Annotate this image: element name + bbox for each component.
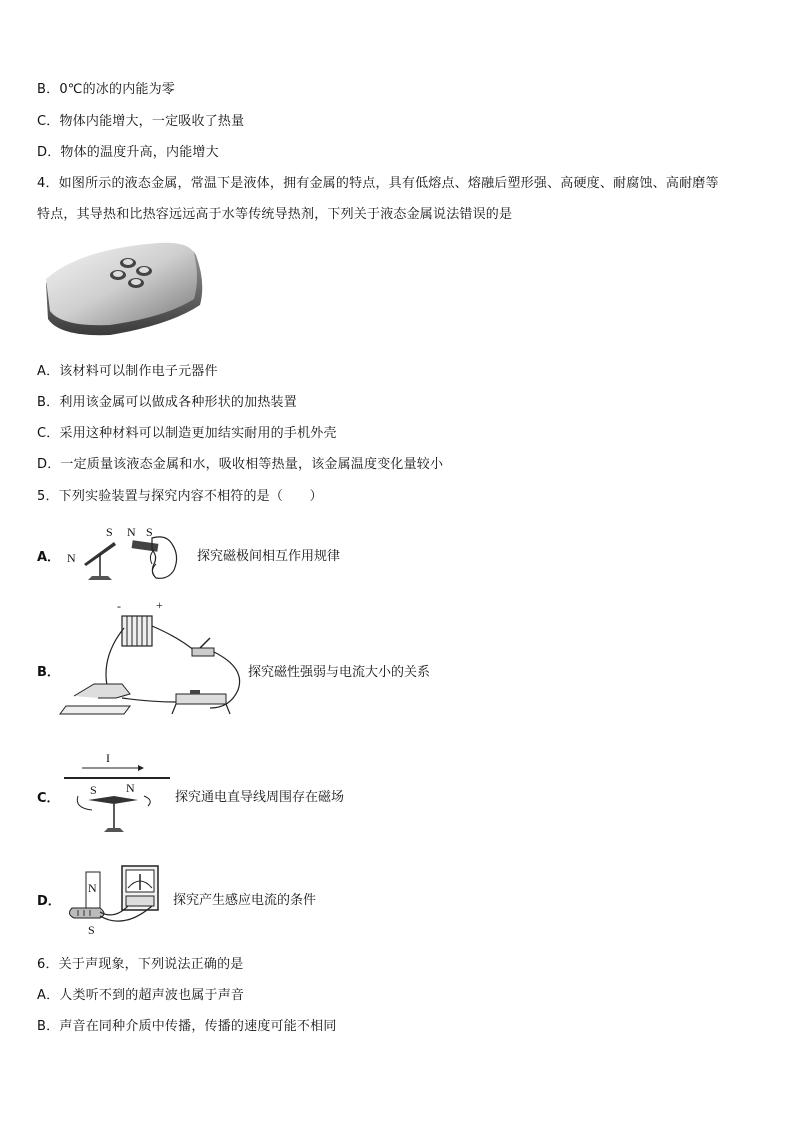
mark-n-needle: N: [67, 551, 76, 565]
straight-wire-compass-diagram: [64, 748, 174, 838]
q4-stem-line2: 特点，其导热和比热容远远高于水等传统导热剂，下列关于液态金属说法错误的是: [37, 207, 513, 222]
q3-option-d: D．物体的温度升高，内能增大: [37, 145, 219, 160]
q5-option-a-label: A．: [37, 550, 61, 565]
mark-n-magnet: N: [127, 525, 136, 539]
q5-option-d-caption: 探究产生感应电流的条件: [173, 893, 317, 908]
q5-option-b-caption: 探究磁性强弱与电流大小的关系: [248, 665, 431, 680]
q4-option-a: A．该材料可以制作电子元器件: [37, 364, 218, 379]
q4-option-b: B．利用该金属可以做成各种形状的加热装置: [37, 395, 297, 410]
compass-magnet-diagram: [62, 520, 192, 590]
mark-current: I: [106, 751, 110, 765]
q5-option-b-label: B．: [37, 665, 60, 680]
q3-option-c: C．物体内能增大，一定吸收了热量: [37, 114, 245, 129]
electromagnet-circuit-diagram: [60, 598, 250, 723]
mark-s-magnet: S: [146, 525, 153, 539]
mark-minus: -: [117, 599, 121, 613]
induction-galvanometer-diagram: [64, 860, 174, 940]
q4-option-d: D．一定质量该液态金属和水，吸收相等热量，该金属温度变化量较小: [37, 457, 444, 472]
mark-s-bar: S: [88, 923, 95, 937]
q5-option-c-label: C．: [37, 791, 60, 806]
mark-n-compass: N: [126, 781, 135, 795]
q3-option-b: B．0℃的冰的内能为零: [37, 82, 175, 97]
liquid-metal-image: [40, 243, 210, 338]
q6-stem: 6．关于声现象，下列说法正确的是: [37, 957, 244, 972]
q5-option-a-caption: 探究磁极间相互作用规律: [197, 549, 341, 564]
q6-option-a: A．人类听不到的超声波也属于声音: [37, 988, 245, 1003]
mark-plus: +: [156, 598, 163, 612]
q5-option-c-caption: 探究通电直导线周围存在磁场: [175, 790, 345, 805]
q5-option-d-label: D．: [37, 894, 61, 909]
q6-option-b: B．声音在同种介质中传播，传播的速度可能不相同: [37, 1019, 337, 1034]
q5-stem: 5．下列实验装置与探究内容不相符的是（ ）: [37, 489, 323, 504]
mark-s-needle: S: [106, 525, 113, 539]
q4-stem-line1: 4．如图所示的液态金属，常温下是液体，拥有金属的特点，具有低熔点、熔融后塑形强、高硬度、耐腐蚀、高耐磨等: [37, 176, 719, 191]
mark-n-bar: N: [88, 881, 97, 895]
mark-s-compass: S: [90, 783, 97, 797]
q4-option-c: C．采用这种材料可以制造更加结实耐用的手机外壳: [37, 426, 337, 441]
